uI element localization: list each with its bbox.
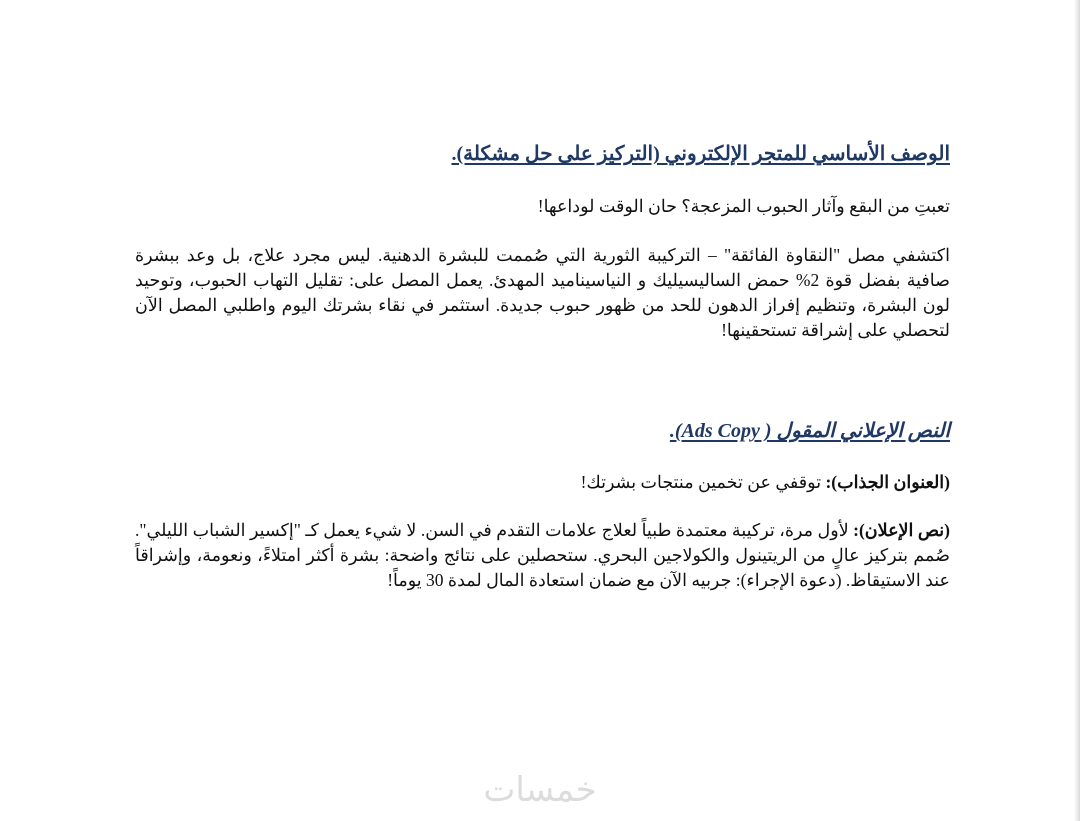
headline-text: توقفي عن تخمين منتجات بشرتك!: [580, 472, 826, 492]
ad-text: لأول مرة، تركيبة معتمدة طبياً لعلاج علامات التقدم في السن. لا شيء يعمل كـ "إكسير الشباب الليلي". صُمم بتركيز عالٍ من الريتينول والكولاجين البحري. ستحصلين على نتائج واضحة: بشرة أكثر امتلاءً، ونعومة، وإشراقاً عند الاستيقاظ. (دعوة الإجراء): جربيه الآن مع ضمان استعادة المال لمدة 30 يوماً!: [135, 520, 950, 590]
intro-paragraph: تعبتِ من البقع وآثار الحبوب المزعجة؟ حان الوقت لوداعها!: [537, 196, 950, 216]
section-heading-store-description: الوصف الأساسي للمتجر الإلكتروني (التركيز على حل مشكلة).: [451, 143, 950, 165]
ad-label: (نص الإعلان):: [853, 520, 950, 540]
page-edge: [1074, 0, 1080, 821]
description-paragraph: اكتشفي مصل "النقاوة الفائقة" – التركيبة الثورية التي صُممت للبشرة الدهنية. ليس مجرد علاج، بل وعد ببشرة صافية بفضل قوة 2% حمض الساليسيليك و النياسيناميد المهدئ. يعمل المصل على: تقليل التهاب الحبوب، وتوحيد لون البشرة، وتنظيم إفراز الدهون للحد من ظهور حبوب جديدة. استثمر في نقاء بشرتك اليوم واطلبي المصل الآن لتحصلي على إشراقة تستحقينها!: [135, 245, 950, 340]
section-heading-ads-copy: النص الإعلاني المقول ( Ads Copy).: [669, 420, 950, 442]
headline-label: (العنوان الجذاب):: [825, 472, 950, 492]
ad-text-paragraph: [135, 518, 950, 593]
headline-paragraph: [135, 470, 950, 495]
watermark-logo: خمسات: [483, 770, 597, 810]
